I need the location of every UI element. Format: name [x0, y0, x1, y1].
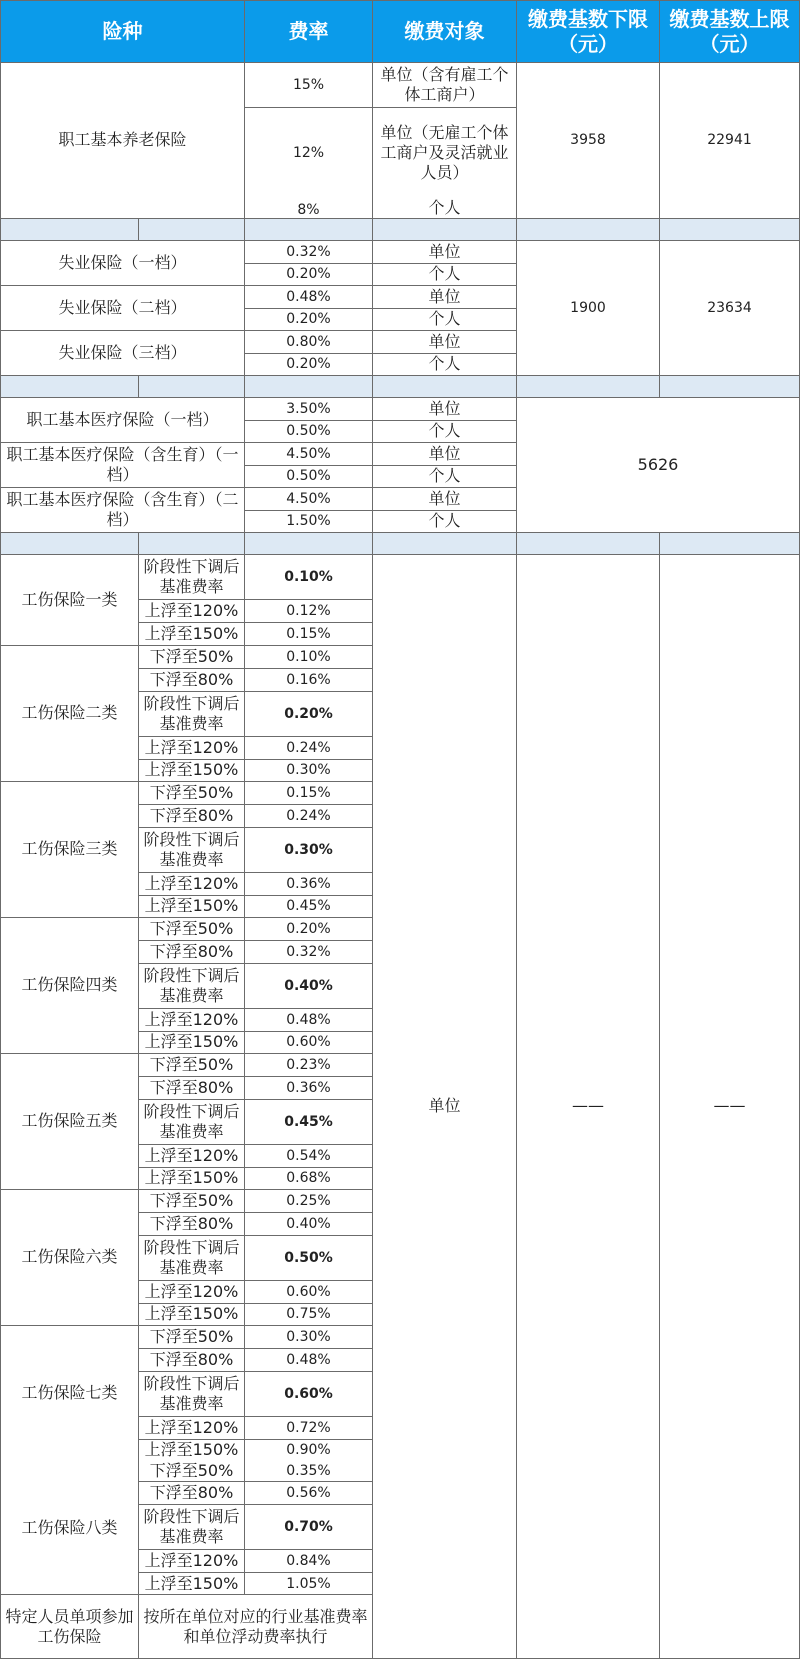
medical-tier1-person-rate: 0.50%: [245, 420, 373, 442]
injury-rate-label: 下浮至50%: [139, 1189, 245, 1212]
special-name: 特定人员单项参加工伤保险: [1, 1595, 139, 1659]
injury-class2-down50: 0.10%: [245, 645, 373, 668]
unemployment-tier2-unit-rate: 0.48%: [245, 285, 373, 308]
separator-row: [1, 375, 800, 397]
injury-rate-label: 上浮至150%: [139, 1031, 245, 1053]
injury-class7-base-rate: 0.60%: [245, 1371, 373, 1416]
injury-class6-up150: 0.75%: [245, 1303, 373, 1325]
unemployment-base-upper: 23634: [660, 240, 800, 375]
injury-class5-down50: 0.23%: [245, 1053, 373, 1076]
header-row: [1, 1, 800, 63]
injury-class5-up150: 0.68%: [245, 1167, 373, 1189]
header-payer: 缴费对象: [373, 1, 517, 63]
pension-row: [1, 63, 800, 108]
injury-rate-label: 阶段性下调后基准费率: [139, 827, 245, 872]
injury-class5-name: 工伤保险五类: [1, 1053, 139, 1189]
injury-class2-up120: 0.24%: [245, 736, 373, 759]
injury-rate-label: 上浮至150%: [139, 622, 245, 645]
medical-tier1-unit-rate: 3.50%: [245, 397, 373, 420]
unemployment-unit: 单位: [373, 240, 517, 263]
injury-class4-up120: 0.48%: [245, 1008, 373, 1031]
injury-rate-label: 阶段性下调后基准费率: [139, 1505, 245, 1550]
injury-class4-down80: 0.32%: [245, 940, 373, 963]
injury-rate-label: 上浮至120%: [139, 1550, 245, 1573]
injury-class8-down50: 0.35%: [245, 1461, 373, 1482]
injury-class4-name: 工伤保险四类: [1, 917, 139, 1053]
injury-class1-base-rate: 0.10%: [245, 554, 373, 599]
injury-rate-label: 上浮至120%: [139, 1280, 245, 1303]
unemployment-tier1-person-rate: 0.20%: [245, 263, 373, 285]
injury-rate-label: 下浮至50%: [139, 1461, 245, 1482]
injury-rate-label: 上浮至120%: [139, 1008, 245, 1031]
medical-tier2m-person-rate: 1.50%: [245, 510, 373, 532]
injury-rate-label: 上浮至120%: [139, 1416, 245, 1439]
injury-class3-down50: 0.15%: [245, 781, 373, 804]
injury-rate-label: 下浮至50%: [139, 917, 245, 940]
unemployment-tier2-name: 失业保险（二档）: [1, 285, 245, 330]
pension-base-upper: 22941: [660, 63, 800, 219]
injury-rate-label: 下浮至80%: [139, 804, 245, 827]
injury-class8-down80: 0.56%: [245, 1482, 373, 1505]
header-rate: 费率: [245, 1, 373, 63]
injury-class1-up120: 0.12%: [245, 599, 373, 622]
medical-unit: 单位: [373, 397, 517, 420]
injury-rate-label: 上浮至150%: [139, 1439, 245, 1461]
medical-tier2m-name: 职工基本医疗保险（含生育）（二档）: [1, 487, 245, 532]
medical-tier2m-unit-rate: 4.50%: [245, 487, 373, 510]
injury-class2-base-rate: 0.20%: [245, 691, 373, 736]
injury-class5-base-rate: 0.45%: [245, 1099, 373, 1144]
unemployment-tier3-unit-rate: 0.80%: [245, 330, 373, 353]
separator-row: [1, 218, 800, 240]
injury-rate-label: 上浮至150%: [139, 759, 245, 781]
injury-class8-up120: 0.84%: [245, 1550, 373, 1573]
medical-unit: 单位: [373, 487, 517, 510]
header-insurance-type: 险种: [1, 1, 245, 63]
injury-row: [1, 554, 800, 599]
injury-rate-label: 上浮至120%: [139, 599, 245, 622]
injury-rate-label: 上浮至150%: [139, 1167, 245, 1189]
unemployment-tier3-person-rate: 0.20%: [245, 353, 373, 375]
injury-class5-down80: 0.36%: [245, 1076, 373, 1099]
injury-class3-down80: 0.24%: [245, 804, 373, 827]
injury-class7-up150: 0.90%: [245, 1439, 373, 1461]
injury-class6-down80: 0.40%: [245, 1212, 373, 1235]
injury-rate-label: 下浮至50%: [139, 1325, 245, 1348]
injury-rate-label: 上浮至150%: [139, 1573, 245, 1595]
unemployment-tier3-name: 失业保险（三档）: [1, 330, 245, 375]
injury-class8-up150: 1.05%: [245, 1573, 373, 1595]
medical-base: 5626: [517, 397, 800, 532]
pension-payer-1: 单位（含有雇工个体工商户）: [373, 63, 517, 108]
injury-class4-up150: 0.60%: [245, 1031, 373, 1053]
injury-rate-label: 下浮至80%: [139, 1076, 245, 1099]
injury-class6-down50: 0.25%: [245, 1189, 373, 1212]
unemployment-unit: 单位: [373, 330, 517, 353]
medical-person: 个人: [373, 510, 517, 532]
injury-class2-name: 工伤保险二类: [1, 645, 139, 781]
medical-row: [1, 397, 800, 420]
unemployment-person: 个人: [373, 353, 517, 375]
medical-tier1-name: 职工基本医疗保险（一档）: [1, 397, 245, 442]
injury-rate-label: 下浮至80%: [139, 940, 245, 963]
injury-rate-label: 上浮至120%: [139, 736, 245, 759]
injury-rate-label: 阶段性下调后基准费率: [139, 691, 245, 736]
medical-person: 个人: [373, 465, 517, 487]
injury-rate-label: 阶段性下调后基准费率: [139, 554, 245, 599]
injury-class6-up120: 0.60%: [245, 1280, 373, 1303]
unemployment-person: 个人: [373, 308, 517, 330]
unemployment-person: 个人: [373, 263, 517, 285]
medical-person: 个人: [373, 420, 517, 442]
injury-rate-label: 上浮至120%: [139, 1144, 245, 1167]
pension-payer-3: 个人: [373, 198, 517, 219]
injury-rate-label: 下浮至80%: [139, 1348, 245, 1371]
medical-tier1m-unit-rate: 4.50%: [245, 442, 373, 465]
unemployment-row: [1, 240, 800, 263]
injury-class3-up120: 0.36%: [245, 872, 373, 895]
injury-class4-base-rate: 0.40%: [245, 963, 373, 1008]
injury-rate-label: 上浮至150%: [139, 895, 245, 917]
injury-rate-label: 下浮至50%: [139, 645, 245, 668]
injury-class1-up150: 0.15%: [245, 622, 373, 645]
injury-class7-down80: 0.48%: [245, 1348, 373, 1371]
medical-tier1m-name: 职工基本医疗保险（含生育）（一档）: [1, 442, 245, 487]
pension-base-lower: 3958: [517, 63, 660, 219]
injury-base-upper: ——: [660, 554, 800, 1659]
injury-class3-up150: 0.45%: [245, 895, 373, 917]
injury-class2-down80: 0.16%: [245, 668, 373, 691]
pension-payer-2: 单位（无雇工个体工商户及灵活就业人员）: [373, 108, 517, 198]
injury-class3-base-rate: 0.30%: [245, 827, 373, 872]
injury-rate-label: 下浮至80%: [139, 668, 245, 691]
injury-class3-name: 工伤保险三类: [1, 781, 139, 917]
unemployment-tier2-person-rate: 0.20%: [245, 308, 373, 330]
injury-class8-name: 工伤保险八类: [1, 1461, 139, 1595]
injury-rate-label: 下浮至80%: [139, 1212, 245, 1235]
injury-rate-label: 阶段性下调后基准费率: [139, 963, 245, 1008]
injury-class5-up120: 0.54%: [245, 1144, 373, 1167]
injury-class6-base-rate: 0.50%: [245, 1235, 373, 1280]
injury-class7-down50: 0.30%: [245, 1325, 373, 1348]
header-base-upper: 缴费基数上限（元）: [660, 1, 800, 63]
injury-rate-label: 下浮至50%: [139, 781, 245, 804]
injury-rate-label: 下浮至50%: [139, 1053, 245, 1076]
injury-base-lower: ——: [517, 554, 660, 1659]
injury-class7-name: 工伤保险七类: [1, 1325, 139, 1461]
injury-rate-label: 下浮至80%: [139, 1482, 245, 1505]
medical-tier1m-person-rate: 0.50%: [245, 465, 373, 487]
unemployment-tier1-name: 失业保险（一档）: [1, 240, 245, 285]
special-rate: 按所在单位对应的行业基准费率和单位浮动费率执行: [139, 1595, 373, 1659]
pension-rate-3: 8%: [245, 198, 373, 219]
injury-class6-name: 工伤保险六类: [1, 1189, 139, 1325]
pension-name: 职工基本养老保险: [1, 63, 245, 219]
unemployment-tier1-unit-rate: 0.32%: [245, 240, 373, 263]
injury-rate-label: 阶段性下调后基准费率: [139, 1371, 245, 1416]
medical-unit: 单位: [373, 442, 517, 465]
pension-rate-1: 15%: [245, 63, 373, 108]
unemployment-unit: 单位: [373, 285, 517, 308]
injury-class7-up120: 0.72%: [245, 1416, 373, 1439]
injury-rate-label: 上浮至120%: [139, 872, 245, 895]
header-base-lower: 缴费基数下限（元）: [517, 1, 660, 63]
injury-rate-label: 上浮至150%: [139, 1303, 245, 1325]
injury-rate-label: 阶段性下调后基准费率: [139, 1099, 245, 1144]
unemployment-base-lower: 1900: [517, 240, 660, 375]
injury-class2-up150: 0.30%: [245, 759, 373, 781]
injury-payer: 单位: [373, 554, 517, 1659]
injury-class4-down50: 0.20%: [245, 917, 373, 940]
separator-row: [1, 532, 800, 554]
injury-class1-name: 工伤保险一类: [1, 554, 139, 645]
injury-rate-label: 阶段性下调后基准费率: [139, 1235, 245, 1280]
injury-class8-base-rate: 0.70%: [245, 1505, 373, 1550]
pension-rate-2: 12%: [245, 108, 373, 198]
